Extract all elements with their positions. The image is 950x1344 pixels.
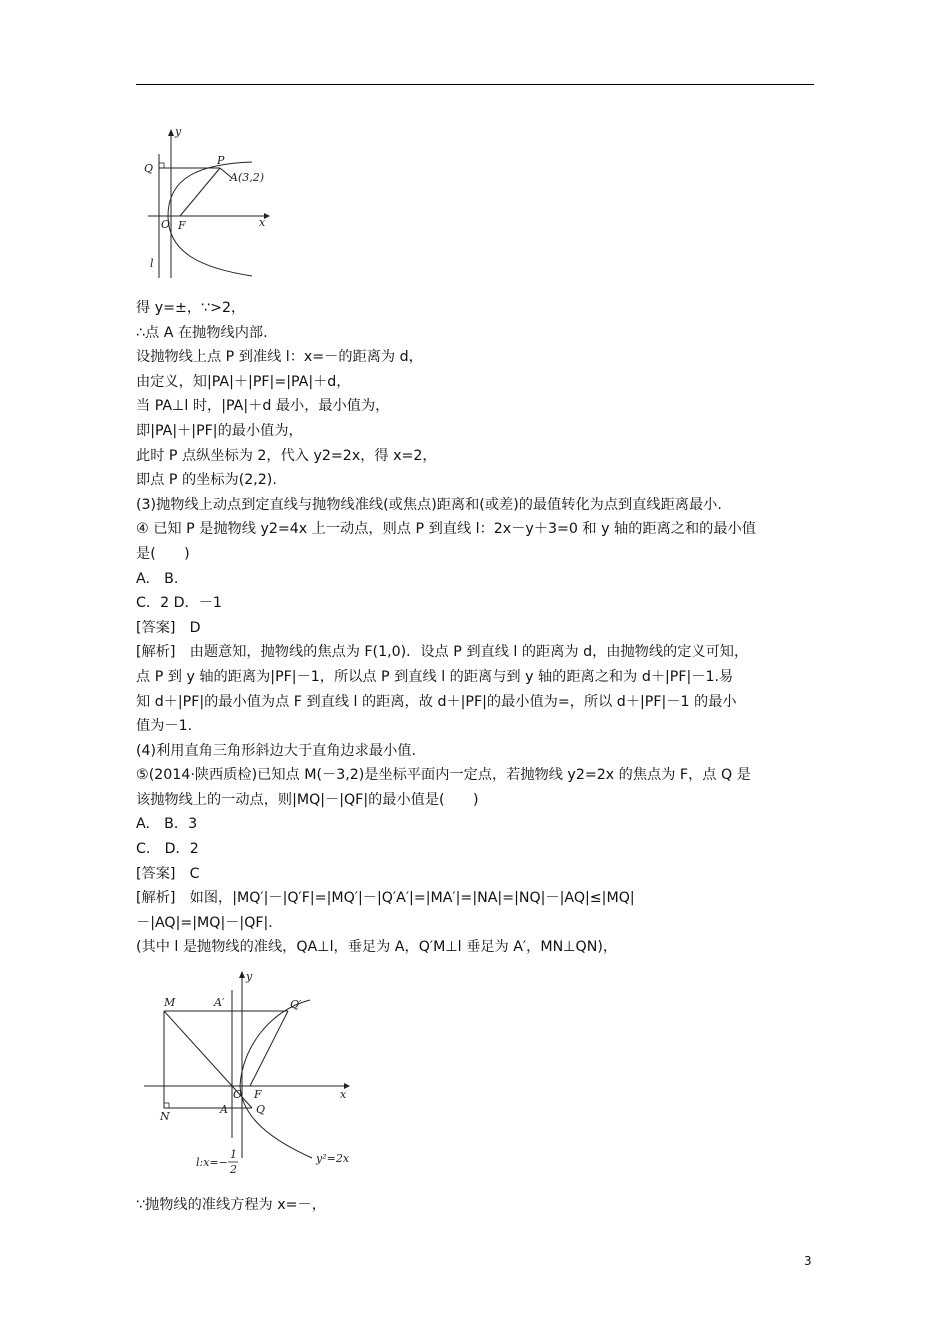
text-line: A. B．3: [136, 816, 198, 833]
text-line: 由定义，知|PA|＋|PF|=|PA|＋d，: [136, 373, 351, 390]
fig2-m-label: M: [164, 996, 176, 1009]
fig2-a-label: A: [220, 1103, 228, 1116]
fig2-q-label: Q: [256, 1103, 266, 1116]
fig2-a-prime-label: A′: [214, 996, 225, 1009]
text-line: 此时 P 点纵坐标为 2，代入 y2=2x，得 x=2，: [136, 447, 437, 464]
fig1-q-label: Q: [144, 162, 154, 175]
fig2-q-prime-label: Q′: [290, 998, 302, 1011]
text-line: 即|PA|＋|PF|的最小值为，: [136, 422, 303, 439]
text-line: 得 y=±，∵>2，: [136, 300, 246, 316]
fig2-n-label: N: [160, 1110, 170, 1123]
text-line: ∵抛物线的准线方程为 x=－，: [136, 1197, 326, 1213]
fig1-l-label: l: [150, 257, 154, 270]
fig2-fraction-numerator: 1: [230, 1148, 237, 1161]
text-line: ⑤(2014·陕西质检)已知点 M(－3,2)是坐标平面内一定点，若抛物线 y2=2x 的焦点为 F，点 Q 是: [136, 767, 751, 784]
fig2-y-label: y: [246, 970, 253, 983]
text-line: C．2 D．－1: [136, 595, 222, 612]
text-line: A. B.: [136, 570, 179, 587]
text-line: －|AQ|=|MQ|－|QF|.: [136, 914, 273, 931]
fig2-x-label: x: [340, 1088, 347, 1101]
fig1-x-label: x: [259, 216, 266, 229]
text-line: C. D．2: [136, 841, 199, 858]
parabola-figure-2: [140, 968, 364, 1178]
text-block-1: [136, 296, 818, 960]
text-block-2: [136, 1193, 818, 1218]
fig2-fraction-denominator: 2: [230, 1163, 237, 1176]
text-line: 即点 P 的坐标为(2,2).: [136, 472, 277, 489]
fig2-o-label: O: [233, 1088, 243, 1101]
text-line: [答案] C: [136, 865, 200, 882]
text-line: ∴点 A 在抛物线内部.: [136, 324, 268, 341]
text-line: 值为－1.: [136, 718, 193, 735]
text-line: (其中 l 是抛物线的准线，QA⊥l，垂足为 A，Q′M⊥l 垂足为 A′，MN⊥QN)，: [136, 939, 618, 956]
text-line: 设抛物线上点 P 到准线 l：x=－的距离为 d，: [136, 349, 423, 366]
fig2-directrix-label: l:x=−: [196, 1156, 228, 1169]
fig1-y-label: y: [175, 125, 182, 138]
text-line: (4)利用直角三角形斜边大于直角边求最小值.: [136, 742, 416, 759]
fig1-a-label: A(3,2): [230, 171, 265, 184]
text-line: 知 d＋|PF|的最小值为点 F 到直线 l 的距离，故 d＋|PF|的最小值为=，所以 d＋|PF|－1 的最小: [136, 693, 737, 710]
fig1-f-label: F: [178, 219, 186, 232]
text-line: [答案] D: [136, 619, 201, 636]
text-line: ④ 已知 P 是抛物线 y2=4x 上一动点，则点 P 到直线 l：2x－y＋3=0 和 y 轴的距离之和的最小值: [136, 521, 756, 538]
text-line: 该抛物线上的一动点，则|MQ|－|QF|的最小值是( ): [136, 791, 479, 808]
text-line: [解析] 由题意知，抛物线的焦点为 F(1,0)．设点 P 到直线 l 的距离为 d，由抛物线的定义可知，: [136, 644, 749, 661]
parabola-figure-2-svg: [140, 968, 364, 1178]
text-line: 当 PA⊥l 时，|PA|＋d 最小，最小值为，: [136, 398, 390, 415]
text-line: 是( ): [136, 545, 190, 562]
fig1-o-label: O: [161, 218, 171, 231]
text-line: (3)抛物线上动点到定直线与抛物线准线(或焦点)距离和(或差)的最值转化为点到直线距离最小.: [136, 496, 722, 513]
header-rule: [136, 84, 814, 85]
fig1-p-label: P: [217, 154, 225, 167]
fig2-f-label: F: [254, 1088, 262, 1101]
fig2-curve-label: y²=2x: [316, 1152, 350, 1165]
parabola-figure-1: [140, 122, 280, 282]
page-number: 3: [804, 1254, 812, 1268]
parabola-figure-1-svg: [140, 122, 280, 282]
text-line: 点 P 到 y 轴的距离为|PF|－1，所以点 P 到直线 l 的距离与到 y 轴的距离之和为 d＋|PF|－1.易: [136, 668, 734, 685]
text-line: [解析] 如图，|MQ′|－|Q′F|=|MQ′|－|Q′A′|=|MA′|=|NA|=|NQ|－|AQ|≤|MQ|: [136, 890, 635, 907]
